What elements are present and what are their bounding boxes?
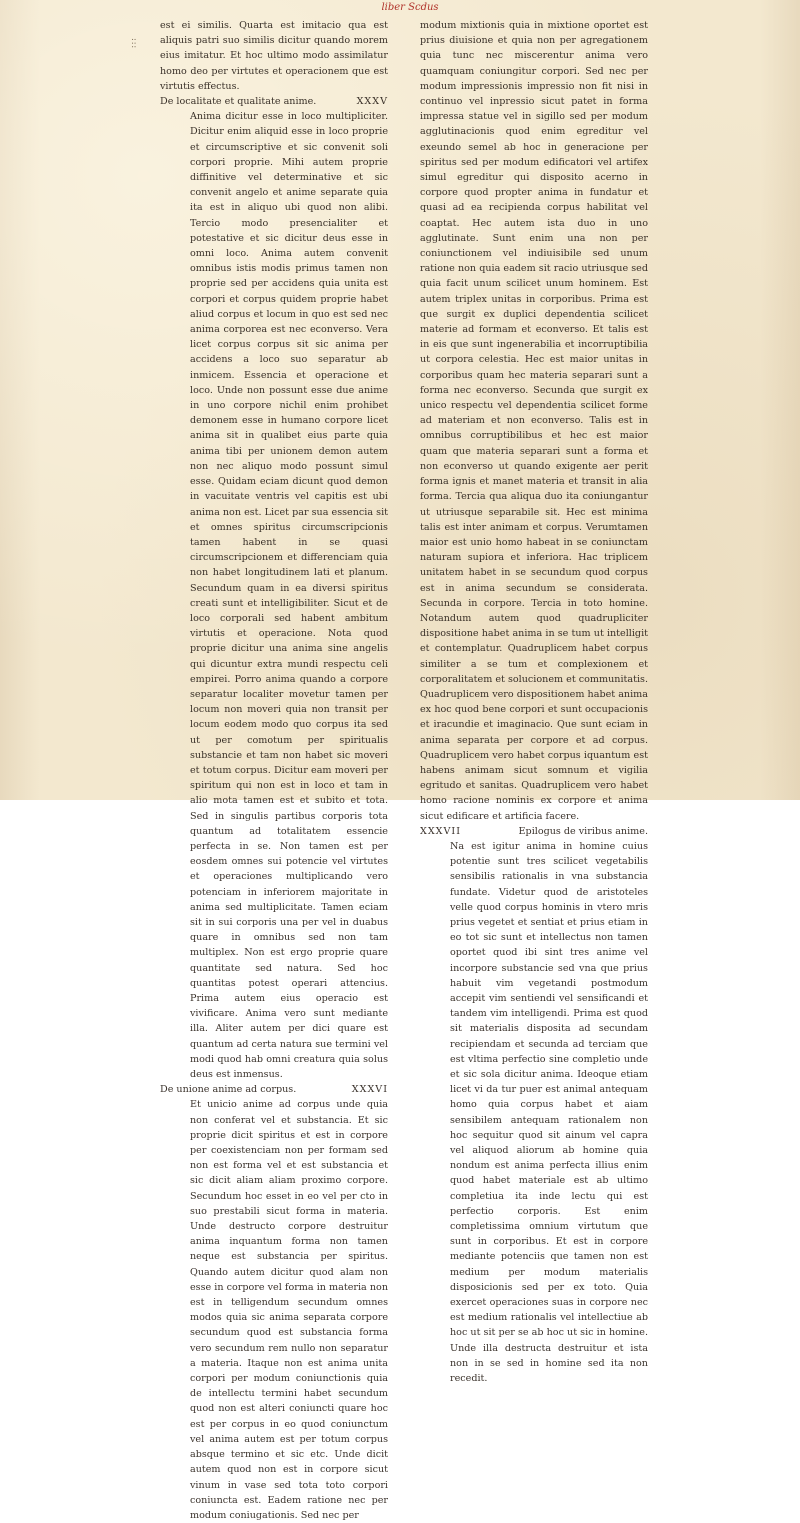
- left-text-column: [160, 18, 388, 1521]
- chapter-heading-xxxv: [160, 94, 388, 109]
- right-paragraph-2: Na est igitur anima in homine cuius potentie sunt tres scilicet vegetabilis sensibilis rationalis in vna substancia fundate. Videtur quod de aristoteles velle quod corpus hominis in vtero mris prius vegetet et sentiat et prius etiam in eo tot sic sunt et intellectus non tamen oportet quod ibi sint tres anime vel incorpore substancie sed vna que prius habuit vim vegetandi postmodum accepit vim sentiendi vel sensificandi et tandem vim intelligendi. Prima est quod sit materialis disposita ad secundam recipiendam et secunda ad terciam que est vltima perfectio sine completio unde et sic sola dicitur anima. Ideoque etiam licet vi da tur puer est animal antequam homo quia corpus habet et aiam sensibilem antequam rationalem non hoc sequitur quod sit ainum vel capra vel aliquod aliorum ab homine quia nondum est anima perfecta illius enim quod habet materiale est ab ultimo completiua ita inde lectu qui est perfectio corporis. Est enim completissima omnium virtutum que sunt in corporibus. Et est in corpore mediante potenciis que tamen non est medium per modum materialis disposicionis sed per ex toto. Quia exercet operaciones suas in corpore nec est medium rationalis vel intellectiue ab hoc ut sit per se ab hoc ut sic in homine. Unde illa destructa destruitur et ista non in se sed in homine sed ita non recedit.: [450, 840, 648, 1385]
- left-paragraph-3: Et unicio anime ad corpus unde quia non conferat vel et substancia. Et sic proprie dicit spiritus et est in corpore per coexistenciam non per formam sed non est forma vel et est substancia et sic dicit aliam aliam proximo corpore. Secundum hoc esset in eo vel per cto in suo prestabili sicut forma in materia. Unde destructo corpore destruitur anima inquantum forma non tamen neque est substancia per spiritus. Quando autem dicitur quod alam non esse in corpore vel forma in materia non est in telligendum secundum omnes modos quia sic anima separata corpore secundum quod est substancia forma vero secundum rem nullo non separatur a materia. Itaque non est anima unita corpori per modum coniunctionis quia de intellectu termini habet secundum quod non est alteri coniuncti quare hoc est per corpus in eo quod coniunctum vel anima autem est per totum corpus absque termino et sic etc. Unde dicit autem quod non est in corpore sicut vinum in vase sed tota toto corpori coniuncta est. Eadem ratione nec per modum coniugationis. Sed nec per: [190, 1099, 388, 1521]
- left-paragraph-1: est ei similis. Quarta est imitacio qua est aliquis patri suo similis dicitur quando morem eius imitatur. Et hoc ultimo modo assimilatur homo deo per virtutes et operacionem que est virtutis effectus.: [160, 20, 388, 92]
- running-head: liber Scdus: [381, 2, 439, 13]
- chapter-title: De localitate et qualitate anime.: [160, 96, 317, 108]
- margin-annotation: :::: [130, 38, 139, 50]
- chapter-title: De unione anime ad corpus.: [160, 1084, 297, 1096]
- left-paragraph-2: Anima dicitur esse in loco multipliciter. Dicitur enim aliquid esse in loco proprie et circumscriptive et sic convenit soli corpori proprie. Mihi autem proprie diffinitive vel determinative et sic convenit angelo et anime separate quia ita est in aliquo ubi quod non alibi. Tercio modo presencialiter et potestative et sic dicitur deus esse in omni loco. Anima autem convenit omnibus istis modis primus tamen non proprie sed per accidens quia unita est corpori et corpus quidem proprie habet aliud corpus et locum in quo est sed nec anima corporea est nec econverso. Vera licet corpus corpus sit sic anima per accidens a loco suo separatur ab inmicem. Essencia et operacione et loco. Unde non possunt esse due anime in uno corpore nichil enim prohibet demonem esse in humano corpore licet anima sit in qualibet eius parte quia anima tibi per unionem demon autem non nec aliquo modo possunt simul esse. Quidam eciam dicunt quod demon in vacuitate ventris vel capitis est ubi anima non est. Licet par sua essencia sit et omnes spiritus circumscripcionis tamen habent in se quasi circumscripcionem et differenciam quia non habet longitudinem lati et planum. Secundum quam in ea diversi spiritus creati sunt et intelligibiliter. Sicut et de loco corporali sed habent ambitum virtutis et operacione. Nota quod proprie dicitur una anima sine angelis qui dicuntur extra mundi respectu celi empirei. Porro anima quando a corpore separatur localiter movetur tamen per locum non moveri quia non transit per locum eodem modo quo corpus ita sed ut per comotum per spiritualis substancie et tam non habet sic moveri et totum corpus. Dicitur eam moveri per spiritum qui non est in loco et tam in alio mota tamen est et subito et tota. Sed in singulis partibus corporis tota quantum ad totalitatem essencie perfecta in se. Non tamen est per eosdem omnes sui potencie vel virtutes et operaciones multiplicando vero potenciam in inferiorem majoritate in anima sed multiplicitate. Tamen eciam sit in sui corporis una per vel in duabus quare in omnibus sed non tam multiplex. Non est ergo proprie quare quantitate sed natura. Sed hoc quantitas potest operari attencius. Prima autem eius operacio est vivificare. Anima vero sunt mediante illa. Aliter autem per dici quare est quantum ad certa natura sue termini vel modi quod hab omni creatura quia solus deus est inmensus.: [190, 111, 388, 1081]
- chapter-heading-xxxvii: [420, 824, 648, 839]
- chapter-number: XXXVI: [351, 1084, 388, 1096]
- right-paragraph-1: modum mixtionis quia in mixtione oportet est prius diuisione et quia non per agregationem quia tunc nec miscerentur anima vero quamquam coniungitur corpori. Sed nec per modum impressionis impressio non fit nisi in continuo vel inpressio sicut patet in forma impressa statue vel in sigillo sed per modum agglutinacionis quod enim egreditur vel exeundo semel ab hoc in generacione per spiritus sed per modum edificatori vel artifex simul egreditur qui disposito acerno in corpore quod propter anima in fundatur et quasi ad ea recipienda corpus habilitat vel coaptat. Hec autem ista duo in uno agglutinate. Sunt enim una non per coniunctionem vel indiuisibile sed unum ratione non quia eadem sit racio utriusque sed quia facit unum scilicet unum hominem. Est autem triplex unitas in corporibus. Prima est que surgit ex duplici dependentia scilicet materie ad formam et econverso. Et talis est in eis que sunt ingenerabilia et incorruptibilia ut corpora celestia. Hec est maior unitas in corporibus quam hec materia separari sunt a forma nec econverso. Secunda que surgit ex unico respectu vel dependentia scilicet forme ad materiam et non econverso. Talis est in omnibus corruptibilibus et hec est maior quam que materia separari sunt a forma et non econverso ut quando exigente aer perit forma ignis et manet materia et transit in alia forma. Tercia qua aliqua duo ita coniungantur ut utriusque separabile sit. Hec est minima talis est inter animam et corpus. Verumtamen maior est unio homo habeat in se coniunctam naturam supiora et inferiora. Hac triplicem unitatem habet in se secundum quod corpus est in anima secundum se considerata. Secunda in corpore. Tercia in toto homine. Notandum autem quod quadrupliciter dispositione habet anima in se tum ut intelligit et contemplatur. Quadruplicem habet corpus similiter a se tum et complexionem et corporalitatem et solucionem et communitatis. Quadruplicem vero dispositionem habet anima ex hoc quod bene corpori et sunt occupacionis et iracundie et imaginacio. Que sunt eciam in anima separata per corpore et ad corpus. Quadruplicem vero habet corpus iquantum est habens animam sicut somnum et vigilia egritudo et sanitas. Quadruplicem vero habet homo racione nominis ex corpore et anima sicut edificare et artificia facere.: [420, 20, 648, 822]
- chapter-number: XXXVII: [420, 825, 461, 837]
- chapter-heading-xxxvi: [160, 1082, 388, 1097]
- chapter-title: Epilogus de viribus anime.: [518, 825, 648, 837]
- chapter-number: XXXV: [356, 96, 388, 108]
- right-text-column: [420, 18, 648, 1385]
